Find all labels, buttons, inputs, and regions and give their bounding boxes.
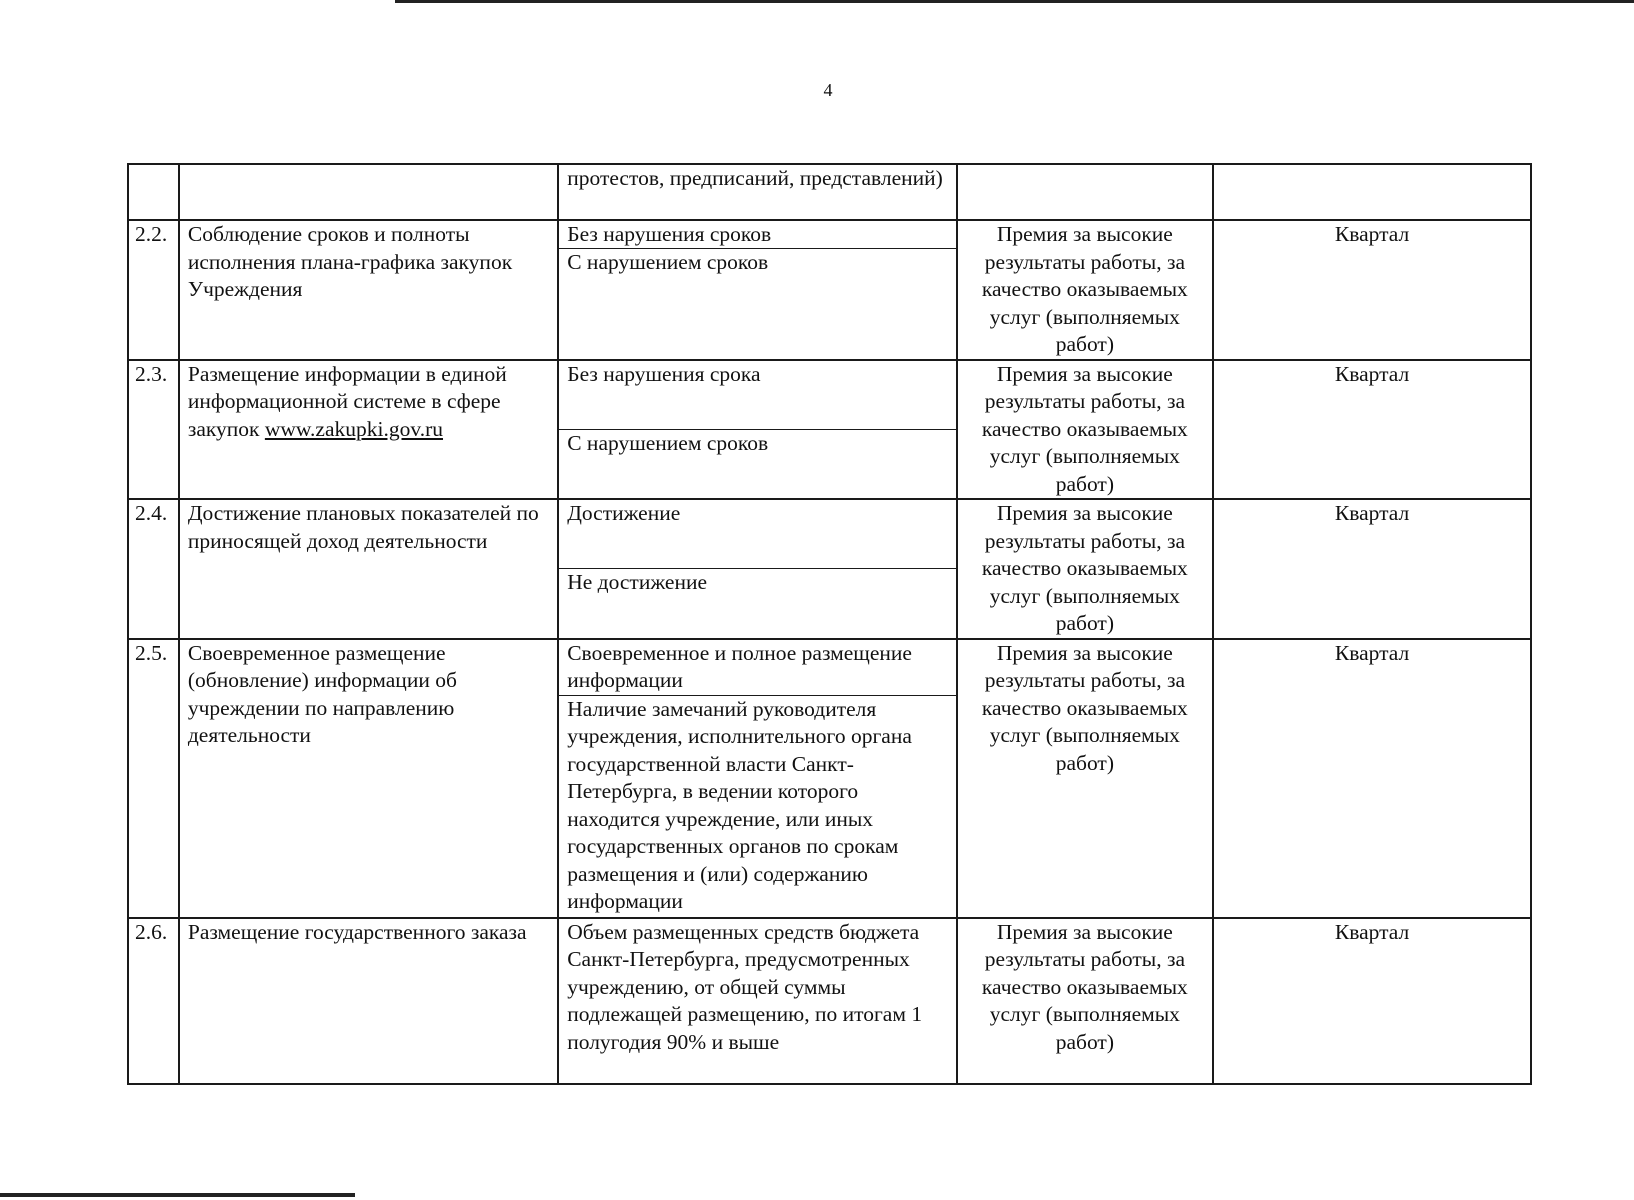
value-option: Без нарушения срока [559,361,955,430]
value-cell [558,499,956,639]
criterion-cell [179,164,558,220]
value-option: Не достижение [567,570,708,594]
payment-cell: Премия за высокие результаты работы, за качество оказываемых услуг (выполняемых работ) [957,220,1213,360]
value-cell: протестов, предписаний, представлений) [558,164,956,220]
payment-cell: Премия за высокие результаты работы, за качество оказываемых услуг (выполняемых работ) [957,499,1213,639]
scan-edge-bottom [0,1193,355,1197]
row-number: 2.5. [128,639,179,918]
payment-cell [957,164,1213,220]
row-number: 2.6. [128,918,179,1084]
payment-cell: Премия за высокие результаты работы, за качество оказываемых услуг (выполняемых работ) [957,918,1213,1084]
row-number: 2.2. [128,220,179,360]
criterion-text: Размещение информации в единой информационной системе в сфере закупок [187,361,507,441]
table-row [128,164,1531,220]
table-row [128,360,1531,500]
payment-cell: Премия за высокие результаты работы, за качество оказываемых услуг (выполняемых работ) [957,639,1213,918]
scan-edge-top [395,0,1634,3]
value-option: Своевременное и полное размещение информации [559,640,955,696]
table-row [128,220,1531,360]
period-cell: Квартал [1213,918,1531,1084]
criterion-cell: Своевременное размещение (обновление) информации об учреждении по направлению деятельности [179,639,558,918]
zakupki-link[interactable]: www.zakupki.gov.ru [264,416,444,441]
table-row [128,918,1531,1084]
value-option: Наличие замечаний руководителя учреждения, исполнительного органа государственной власти Санкт-Петербурга, в ведении которого находится учреждение, или иных государственных органов по срокам размещения и (или) содержанию информации [567,696,912,913]
value-cell [558,220,956,360]
value-option: Без нарушения сроков [559,221,955,249]
period-cell: Квартал [1213,639,1531,918]
criteria-table [127,163,1532,1085]
period-cell: Квартал [1213,220,1531,360]
value-option: Достижение [559,500,955,569]
criterion-cell: Достижение плановых показателей по приносящей доход деятельности [179,499,558,639]
table-row [128,639,1531,918]
value-option: С нарушением сроков [567,430,769,455]
period-cell [1213,164,1531,220]
value-cell [558,639,956,918]
criterion-cell [179,360,558,500]
value-option: С нарушением сроков [567,250,769,274]
criterion-cell: Соблюдение сроков и полноты исполнения плана-графика закупок Учреждения [179,220,558,360]
table-row [128,499,1531,639]
page-number: 4 [823,80,833,100]
period-cell: Квартал [1213,360,1531,500]
value-cell [558,360,956,500]
period-cell: Квартал [1213,499,1531,639]
row-number: 2.4. [128,499,179,639]
payment-cell: Премия за высокие результаты работы, за качество оказываемых услуг (выполняемых работ) [957,360,1213,500]
row-number: 2.3. [128,360,179,500]
criterion-cell: Размещение государственного заказа [179,918,558,1084]
value-cell: Объем размещенных средств бюджета Санкт-Петербурга, предусмотренных учреждению, от общей суммы подлежащей размещению, по итогам 1 полугодия 90% и выше [558,918,956,1084]
row-number [128,164,179,220]
